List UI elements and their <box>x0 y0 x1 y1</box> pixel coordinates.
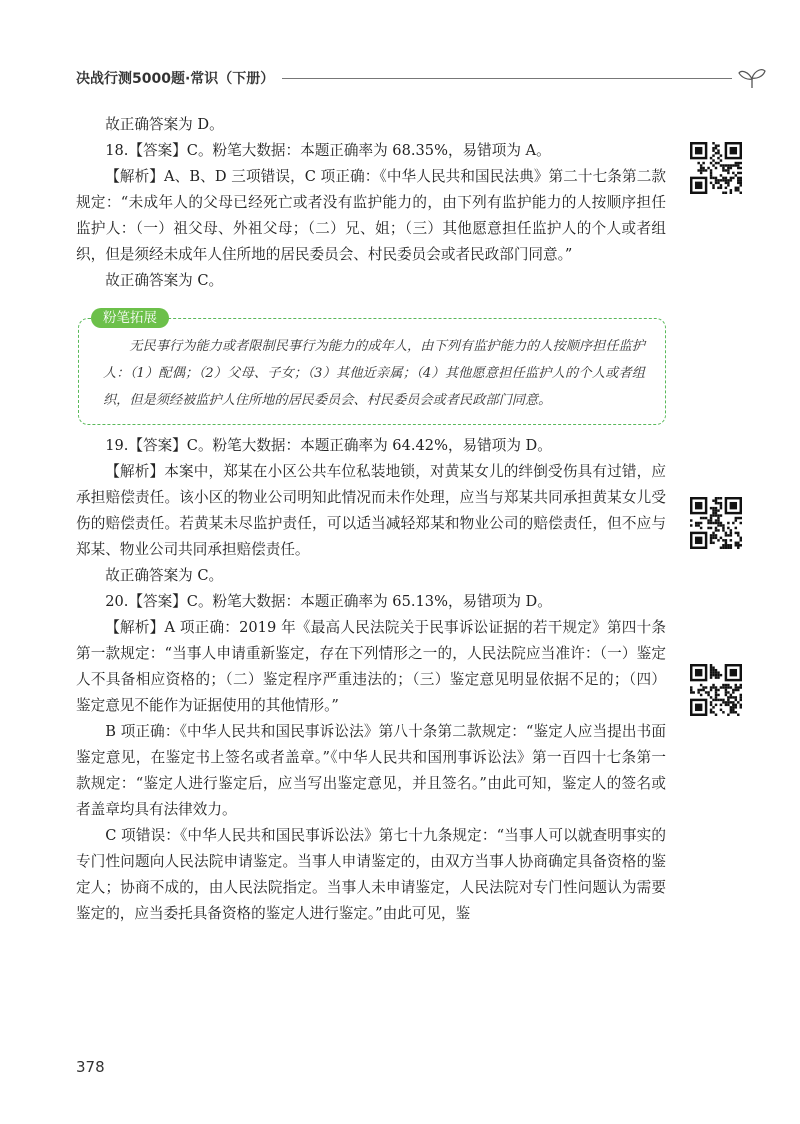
extension-box <box>78 310 666 425</box>
answer-19: 19.【答案】C。粉笔大数据：本题正确率为 64.42%，易错项为 D。 <box>105 437 552 454</box>
top-paragraphs <box>76 112 666 294</box>
answer-18: 18.【答案】C。粉笔大数据：本题正确率为 68.35%，易错项为 A。 <box>105 142 551 159</box>
qr-code-icon[interactable] <box>690 664 742 716</box>
analysis-20-c: C 项错误：《中华人民共和国民事诉讼法》第七十九条规定：“当事人可以就查明事实的专门性问题向人民法院申请鉴定。当事人申请鉴定的，由双方当事人协商确定具备资格的鉴定人；协商不成的，由人民法院指定。当事人未申请鉴定，人民法院对专门性问题认为需要鉴定的，应当委托具备资格的鉴定人进行鉴定。”由此可见，鉴 <box>76 827 666 922</box>
book-title: 决战行测5000题·常识（下册） <box>76 71 275 87</box>
analysis-20-a: 【解析】A 项正确：2019 年《最高人民法院关于民事诉讼证据的若干规定》第四十条第一款规定：“当事人申请重新鉴定，存在下列情形之一的，人民法院应当准许：（一）鉴定人不具备相应资格的；（二）鉴定程序严重违法的；（三）鉴定意见明显依据不足的；（四）鉴定意见不能作为证据使用的其他情形。” <box>76 619 666 714</box>
answer-20: 20.【答案】C。粉笔大数据：本题正确率为 65.13%，易错项为 D。 <box>105 593 552 610</box>
extension-text: 无民事行为能力或者限制民事行为能力的成年人，由下列有监护能力的人按顺序担任监护人：（1）配偶；（2）父母、子女；（3）其他近亲属；（4）其他愿意担任监护人的个人或者组织，但是须经被监护人住所地的居民委员会、村民委员会或者民政部门同意。 <box>103 339 645 408</box>
bottom-paragraphs <box>76 433 666 927</box>
analysis-20-b: B 项正确：《中华人民共和国民事诉讼法》第八十条第二款规定：“鉴定人应当提出书面鉴定意见，在鉴定书上签名或者盖章。”《中华人民共和国刑事诉讼法》第一百四十七条第一款规定：“鉴定人进行鉴定后，应当写出鉴定意见，并且签名。”由此可知，鉴定人的签名或者盖章均具有法律效力。 <box>76 723 666 818</box>
qr-code-icon[interactable] <box>690 142 742 194</box>
qr-code-icon[interactable] <box>690 497 742 549</box>
paragraph: 故正确答案为 C。 <box>105 272 224 289</box>
extension-tag: 粉笔拓展 <box>91 308 169 328</box>
header-rule <box>282 78 732 79</box>
analysis-18: 【解析】A、B、D 三项错误，C 项正确：《中华人民共和国民法典》第二十七条第二款规定：“未成年人的父母已经死亡或者没有监护能力的，由下列有监护能力的人按顺序担任监护人：（一）祖父母、外祖父母；（二）兄、姐；（三）其他愿意担任监护人的个人或者组织，但是须经未成年人住所地的居民委员会、村民委员会或者民政部门同意。” <box>76 168 666 263</box>
page-number: 378 <box>76 1058 105 1076</box>
paragraph: 故正确答案为 C。 <box>105 567 224 584</box>
analysis-19: 【解析】本案中，郑某在小区公共车位私装地锁，对黄某女儿的绊倒受伤具有过错，应承担赔偿责任。该小区的物业公司明知此情况而未作处理，应当与郑某共同承担黄某女儿受伤的赔偿责任。若黄某未尽监护责任，可以适当减轻郑某和物业公司的赔偿责任，但不应与郑某、物业公司共同承担赔偿责任。 <box>76 463 666 558</box>
page-header <box>76 66 766 90</box>
sprout-icon <box>738 67 766 89</box>
paragraph: 故正确答案为 D。 <box>105 116 224 133</box>
page-content <box>76 112 666 927</box>
